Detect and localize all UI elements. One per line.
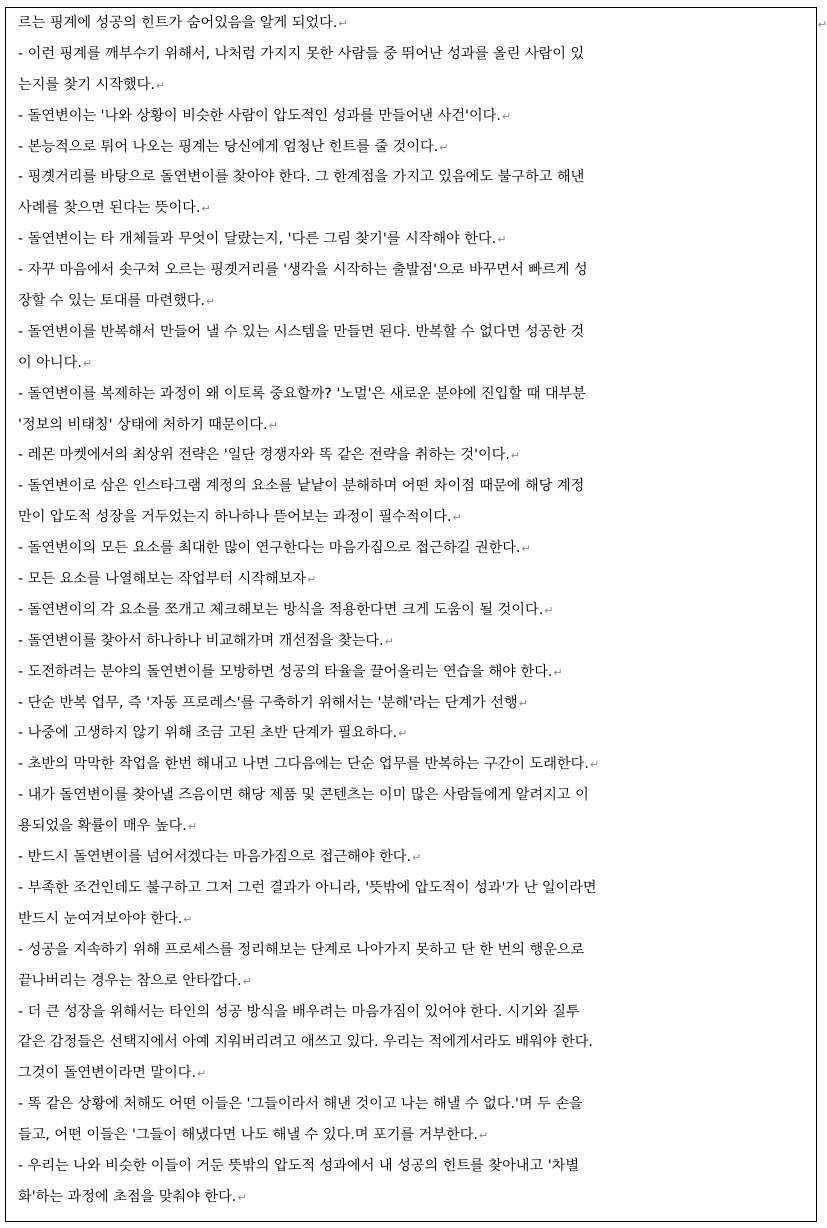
text-line[interactable]: [18, 255, 807, 286]
text-line-content: - 단순 반복 업무, 즉 '자동 프로레스'를 구축하기 위해서는 '분해'라는 단계가 선행: [18, 694, 518, 711]
text-line-content: - 돌연변이의 각 요소를 쪼개고 체크해보는 방식을 적용한다면 크게 도움이 될 것이다.: [18, 601, 544, 618]
text-line[interactable]: [18, 1089, 807, 1120]
text-line-content: 만이 압도적 성장을 거두었는지 하나하나 뜯어보는 과정이 필수적이다.: [18, 509, 452, 526]
text-line[interactable]: [18, 842, 807, 873]
text-line-content: - 돌연변이를 반복해서 만들어 낼 수 있는 시스템을 만들면 된다. 반복할 수 없다면 성공한 것: [18, 323, 585, 340]
text-line[interactable]: [18, 811, 807, 842]
text-line[interactable]: [18, 1182, 807, 1213]
text-line[interactable]: [18, 286, 807, 317]
paragraph-mark-icon: ↵: [206, 295, 216, 309]
text-line-content: 장할 수 있는 토대를 마련했다.: [18, 293, 206, 310]
text-line-content: - 돌연변이를 찾아서 하나하나 비교해가며 개선점을 찾는다.: [18, 632, 384, 649]
text-line[interactable]: [18, 904, 807, 935]
text-line-content: - 도전하려는 분야의 돌연변이를 모방하면 성공의 타율을 끌어올리는 연습을 해야 한다.: [18, 663, 553, 680]
paragraph-mark-icon: ↵: [183, 912, 193, 926]
text-line[interactable]: [18, 162, 807, 193]
text-line-content: - 우리는 나와 비슷한 이들이 거둔 뜻밖의 압도적 성과에서 내 성공의 힌트를 찾아내고 '차별: [18, 1157, 580, 1174]
text-line[interactable]: [18, 132, 807, 163]
text-line[interactable]: [18, 70, 807, 101]
paragraph-mark-icon: ↵: [510, 449, 521, 463]
paragraph-mark-icon: ↵: [398, 727, 408, 741]
document-body[interactable]: [6, 8, 816, 1213]
text-line-content: 화'하는 과정에 초점을 맞춰야 한다.: [18, 1188, 237, 1205]
text-line-content: - 반드시 돌연변이를 넘어서겠다는 마음가짐으로 접근해야 한다.: [18, 849, 412, 866]
paragraph-mark-icon: ↵: [478, 1129, 489, 1143]
paragraph-mark-icon: ↵: [307, 573, 317, 587]
text-line[interactable]: [18, 440, 807, 471]
text-line[interactable]: [18, 1151, 807, 1182]
text-line-content: - 모든 요소를 나열해보는 작업부터 시작해보자: [18, 571, 307, 588]
paragraph-mark-icon: ↵: [242, 974, 252, 988]
paragraph-mark-icon: ↵: [201, 202, 211, 216]
text-line[interactable]: [18, 657, 807, 688]
text-line-content: - 똑 같은 상황에 처해도 어떤 이들은 '그들이라서 해낸 것이고 나는 해낼 수 없다.'며 두 손을: [18, 1096, 583, 1113]
text-line-content: 같은 감정들은 선택지에서 아예 지워버리려고 애쓰고 있다. 우리는 적에게서라도 배워야 한다.: [18, 1034, 593, 1051]
text-line[interactable]: [18, 595, 807, 626]
text-line-content: 는지를 찾기 시작했다.: [18, 76, 155, 93]
text-line[interactable]: [18, 935, 807, 966]
paragraph-mark-icon: ↵: [497, 233, 507, 247]
text-line[interactable]: [18, 718, 807, 749]
paragraph-mark-icon: ↵: [412, 851, 422, 865]
text-line-content: 반드시 눈여겨보아야 한다.: [18, 910, 183, 927]
text-line-content: - 내가 돌연변이를 찾아낼 즈음이면 해당 제품 및 콘텐츠는 이미 많은 사람들에게 알려지고 이: [18, 787, 589, 804]
text-line-content: - 돌연변이를 복제하는 과정이 왜 이토록 중요할까? '노멀'은 새로운 분야에 진입할 때 대부분: [18, 385, 586, 402]
text-line[interactable]: [18, 1120, 807, 1151]
text-line[interactable]: [18, 471, 807, 502]
paragraph-mark-icon: ↵: [518, 696, 528, 710]
text-line-content: - 부족한 조건인데도 불구하고 그저 그런 결과가 아니라, '뜻밖에 압도적이 성과'가 난 일이라면: [18, 879, 597, 896]
paragraph-mark-icon: ↵: [187, 820, 198, 834]
text-line[interactable]: [18, 348, 807, 379]
text-line[interactable]: [18, 966, 807, 997]
document-page: [5, 7, 817, 1222]
paragraph-mark-icon: ↵: [384, 634, 394, 648]
text-line[interactable]: [18, 688, 807, 719]
text-line[interactable]: [18, 379, 807, 410]
text-line-content: - 초반의 막막한 작업을 한번 해내고 나면 그다음에는 단순 업무를 반복하는 구간이 도래한다.: [18, 756, 589, 773]
paragraph-mark-icon: ↵: [439, 140, 449, 154]
text-line[interactable]: [18, 749, 807, 780]
paragraph-mark-icon: ↵: [197, 1067, 207, 1081]
text-line-content: - 나중에 고생하지 않기 위해 조금 고된 초반 단계가 필요하다.: [18, 725, 398, 742]
text-line[interactable]: [18, 39, 807, 70]
paragraph-mark-icon: ↵: [82, 356, 93, 370]
text-line[interactable]: [18, 873, 807, 904]
text-line[interactable]: [18, 502, 807, 533]
text-line-content: - 성공을 지속하기 위해 프로세스를 정리해보는 단계로 나아가지 못하고 단 한 번의 행운으로: [18, 941, 585, 958]
text-line-content: 르는 핑계에 성공의 힌트가 숨어있음을 알게 되었다.: [18, 15, 338, 31]
text-line[interactable]: [18, 564, 807, 595]
text-line[interactable]: [18, 193, 807, 224]
paragraph-mark-icon: ↵: [553, 665, 563, 679]
text-line-content: 그것이 돌연변이라면 말이다.: [18, 1065, 196, 1082]
paragraph-mark-icon: ↵: [521, 542, 531, 556]
paragraph-mark-icon: ↵: [501, 109, 512, 123]
text-line-content: - 핑곗거리를 바탕으로 돌연변이를 찾아야 한다. 그 한계점을 가지고 있음에도 불구하고 해낸: [18, 169, 585, 186]
return-mark-icon: ↵: [817, 18, 827, 31]
text-line[interactable]: [18, 780, 807, 811]
text-line-content: - 돌연변이로 삼은 인스타그램 계정의 요소를 낱낱이 분해하며 어떤 차이점 때문에 해당 계정: [18, 478, 585, 495]
paragraph-mark-icon: ↵: [452, 511, 462, 525]
text-line-content: 사례를 찾으면 된다는 뜻이다.: [18, 200, 201, 217]
paragraph-mark-icon: ↵: [237, 1190, 247, 1204]
text-line-content: - 이런 핑계를 깨부수기 위해서, 나처럼 가지지 못한 사람들 중 뛰어난 성과를 올린 사람이 있: [18, 45, 585, 62]
text-line-content: - 돌연변이는 '나와 상황이 비슷한 사람이 압도적인 성과를 만들어낸 사건'이다.: [18, 107, 501, 124]
text-line-content: - 레몬 마켓에서의 최상위 전략은 '일단 경쟁자와 똑 같은 전략을 취하는 것'이다.: [18, 447, 510, 464]
text-line-content: - 더 큰 성장을 위해서는 타인의 성공 방식을 배우려는 마음가짐이 있어야 한다. 시기와 질투: [18, 1003, 580, 1020]
paragraph-mark-icon: ↵: [544, 603, 554, 617]
text-line[interactable]: [18, 997, 807, 1028]
text-line[interactable]: [18, 101, 807, 132]
text-line-content: - 돌연변이의 모든 요소를 최대한 많이 연구한다는 마음가짐으로 접근하길 권한다.: [18, 540, 521, 557]
text-line[interactable]: [18, 410, 807, 441]
text-line-content: - 자꾸 마음에서 솟구쳐 오르는 핑곗거리를 '생각을 시작하는 출발점'으로 바꾸면서 빠르게 성: [18, 262, 588, 279]
text-line-content: 끝나버리는 경우는 참으로 안타깝다.: [18, 972, 242, 989]
paragraph-mark-icon: ↵: [338, 17, 348, 30]
text-line-content: - 본능적으로 튀어 나오는 핑계는 당신에게 엄청난 힌트를 줄 것이다.: [18, 138, 439, 155]
text-line-content: '정보의 비태칭' 상태에 처하기 때문이다.: [18, 416, 268, 433]
text-line[interactable]: [18, 626, 807, 657]
text-line[interactable]: [18, 8, 807, 39]
paragraph-mark-icon: ↵: [268, 418, 278, 432]
text-line-content: 이 아니다.: [18, 354, 82, 371]
text-line[interactable]: [18, 1027, 807, 1058]
paragraph-mark-icon: ↵: [589, 758, 600, 772]
text-line[interactable]: [18, 224, 807, 255]
text-line[interactable]: [18, 317, 807, 348]
text-line[interactable]: [18, 533, 807, 564]
paragraph-mark-icon: ↵: [155, 78, 166, 92]
text-line[interactable]: [18, 1058, 807, 1089]
text-line-content: 용되었을 확률이 매우 높다.: [18, 818, 187, 835]
text-line-content: 들고, 어떤 이들은 '그들이 해냈다면 나도 해낼 수 있다.며 포기를 거부한다.: [18, 1127, 478, 1144]
text-line-content: - 돌연변이는 타 개체들과 무엇이 달랐는지, '다른 그림 찾기'를 시작해야 한다.: [18, 231, 497, 248]
